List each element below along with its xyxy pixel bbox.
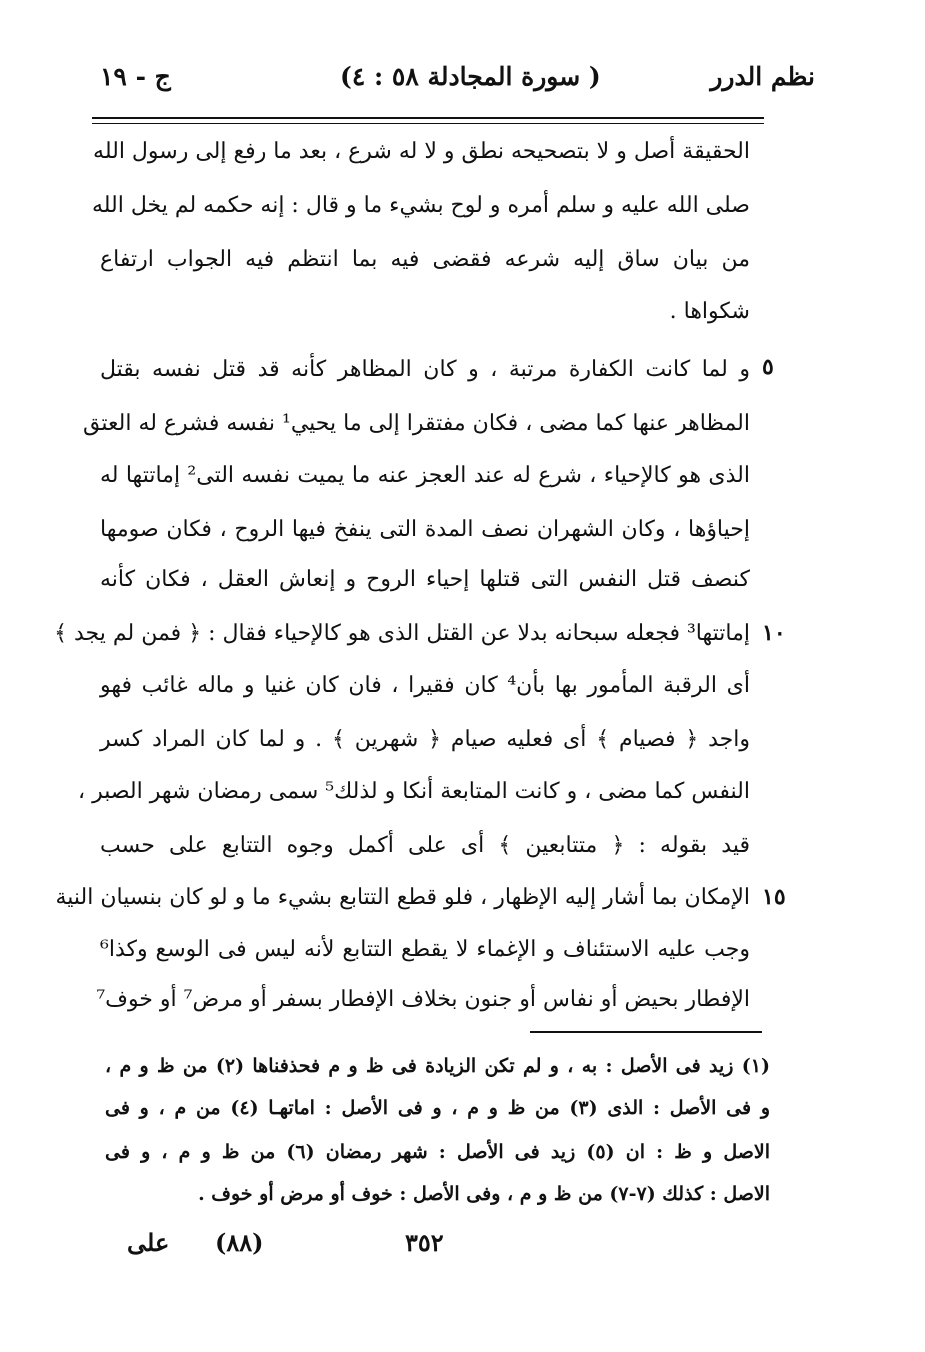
catchword: على <box>127 1228 170 1257</box>
text-line: من بيان ساق إليه شرعه فقضى فيه بما انتظم فيه الجواب ارتفاع <box>100 247 750 272</box>
text-line: الذى هو كالإحياء ، شرع له عند العجز عنه ما يميت نفسه التى² إماتتها له <box>100 463 750 488</box>
text-line: النفس كما مضى ، و كانت المتابعة أنكا و لذلك⁵ سمى رمضان شهر الصبر ، <box>77 779 750 804</box>
page-number: ٣٥٢ <box>405 1228 444 1257</box>
footnote-rule <box>530 1031 762 1033</box>
text-line: كنصف قتل النفس التى قتلها إحياء الروح و إنعاش العقل ، فكان كأنه <box>100 567 750 592</box>
text-line: وجب عليه الاستئناف و الإغماء لا يقطع التتابع لأنه ليس فى الوسع وكذا⁶ <box>100 937 750 962</box>
line-number: ١٠ <box>762 620 786 646</box>
footnote-line: (١) زيد فى الأصل : به ، و لم تكن الزيادة فى ظ و م فحذفناها (٢) من ظ و م ، <box>105 1055 770 1077</box>
footnotes <box>105 1045 770 1220</box>
text-line: شكواها . <box>669 299 750 324</box>
footnote-line: الاصل : كذلك (٧-٧) من ظ و م ، وفى الأصل : خوف أو مرض أو خوف . <box>198 1183 770 1205</box>
text-line: واجد ﴿ فصيام ﴾ أى فعليه صيام ﴿ شهرين ﴾ . و لما كان المراد كسر <box>100 727 750 752</box>
text-line: إماتتها³ فجعله سبحانه بدلا عن القتل الذى هو كالإحياء فقال : ﴿ فمن لم يجد ﴾ <box>54 621 750 646</box>
footnote-line: الاصل و ظ : ان (٥) زيد فى الأصل : شهر رمضان (٦) من ظ و م ، و فى <box>105 1141 770 1163</box>
footnote-line: و فى الأصل : الذى (٣) من ظ و م ، و فى الأصل : اماتهـا (٤) من م ، و فى <box>105 1097 770 1119</box>
text-line: الإفطار بحيض أو نفاس أو جنون بخلاف الإفطار بسفر أو مرض⁷ أو خوف⁷ <box>96 987 750 1012</box>
text-line: الإمكان بما أشار إليه الإظهار ، فلو قطع التتابع بشيء ما و لو كان بنسيان النية <box>55 885 750 910</box>
text-line: إحياؤها ، وكان الشهران نصف المدة التى ينفخ فيها الروح ، فكان صومها <box>100 517 750 542</box>
text-line: الحقيقة أصل و لا بتصحيحه نطق و لا له شرع ، بعد ما رفع إلى رسول الله <box>93 139 750 164</box>
running-head-book-title: نظم الدرر <box>710 62 815 91</box>
text-line: صلى الله عليه و سلم أمره و لوح بشيء ما و قال : إنه حكمه لم يخل الله <box>91 193 750 218</box>
header-rule-thick <box>92 117 764 119</box>
running-head-surah: (سورة المجادلة ٥٨ : ٤ ) <box>340 62 601 91</box>
text-line: و لما كانت الكفارة مرتبة ، و كان المظاهر كأنه قد قتل نفسه بقتل <box>100 357 750 382</box>
main-text <box>54 127 750 1012</box>
running-head-part: ج - ١٩ <box>100 62 171 91</box>
text-line: قيد بقوله : ﴿ متتابعين ﴾ أى على أكمل وجوه التتابع على حسب <box>100 833 750 858</box>
line-number: ١٥ <box>762 884 786 910</box>
text-line: أى الرقبة المأمور بها بأن⁴ كان فقيرا ، فان كان غنيا و ماله غائب فهو <box>100 673 750 698</box>
text-line: المظاهر عنها كما مضى ، فكان مفتقرا إلى ما يحيي¹ نفسه فشرع له العتق <box>83 411 750 436</box>
signature-mark: (٨٨) <box>215 1228 264 1257</box>
line-number: ٥ <box>762 354 774 380</box>
header-rule-thin <box>92 123 764 124</box>
